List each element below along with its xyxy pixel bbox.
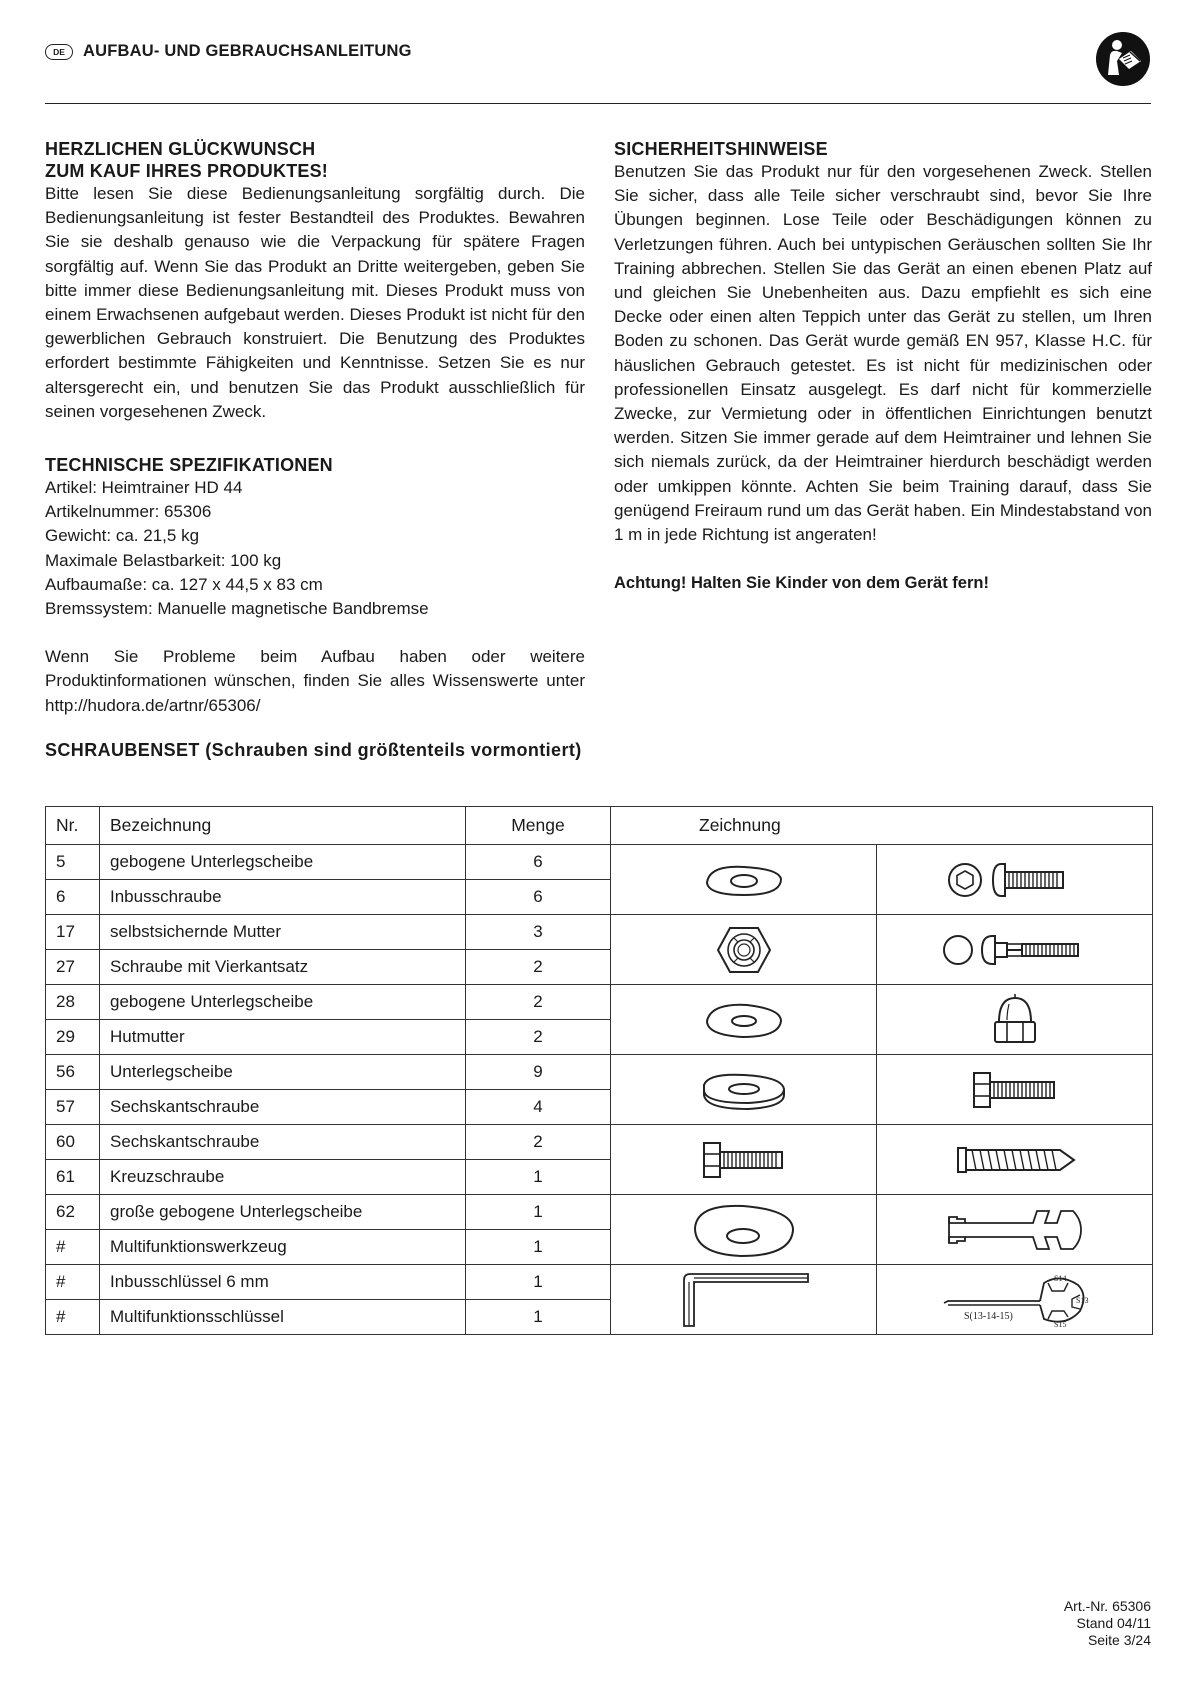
table-row bbox=[46, 1055, 1153, 1090]
spec-max-load: Maximale Belastbarkeit: 100 kg bbox=[45, 550, 282, 570]
left-column bbox=[45, 138, 585, 718]
drawing-carriage-bolt bbox=[877, 915, 1153, 985]
allen-screw-icon bbox=[945, 855, 1085, 905]
spec-article-number: Artikelnummer: 65306 bbox=[45, 502, 212, 522]
row-nr: 29 bbox=[46, 1020, 100, 1055]
drawing-curved-washer bbox=[611, 845, 877, 915]
lock-nut-icon bbox=[714, 922, 774, 978]
row-name: Inbusschraube bbox=[100, 880, 466, 915]
page-header bbox=[45, 38, 1151, 104]
row-name: große gebogene Unterlegscheibe bbox=[100, 1195, 466, 1230]
multi-key-s15: S15 bbox=[1053, 1319, 1066, 1329]
congrats-heading bbox=[45, 138, 585, 182]
row-name: Unterlegscheibe bbox=[100, 1055, 466, 1090]
congrats-heading-line2: ZUM KAUF IHRES PRODUKTES! bbox=[45, 161, 328, 181]
safety-heading: SICHERHEITSHINWEISE bbox=[614, 139, 828, 159]
spec-article: Artikel: Heimtrainer HD 44 bbox=[45, 478, 243, 498]
specs-list bbox=[45, 476, 585, 621]
allen-key-icon bbox=[674, 1270, 814, 1330]
cap-nut-icon bbox=[985, 990, 1045, 1050]
row-nr: 27 bbox=[46, 950, 100, 985]
flat-washer-icon bbox=[694, 1065, 794, 1115]
multi-key-s13: S13 bbox=[1075, 1295, 1088, 1305]
curved-washer-icon bbox=[699, 995, 789, 1045]
row-name: Sechskantschraube bbox=[100, 1090, 466, 1125]
row-name: Multifunktionsschlüssel bbox=[100, 1300, 466, 1335]
screw-set-heading: SCHRAUBENSET (Schrauben sind größtenteils vormontiert) bbox=[45, 740, 582, 760]
row-qty: 1 bbox=[466, 1265, 611, 1300]
row-qty: 3 bbox=[466, 915, 611, 950]
drawing-hex-bolt-60 bbox=[611, 1125, 877, 1195]
row-qty: 6 bbox=[466, 880, 611, 915]
row-qty: 2 bbox=[466, 1020, 611, 1055]
drawing-multi-key bbox=[877, 1265, 1153, 1335]
phillips-screw-icon bbox=[950, 1140, 1080, 1180]
multi-tool-icon bbox=[945, 1205, 1085, 1255]
footer-page-number: Seite 3/24 bbox=[1087, 1632, 1151, 1648]
safety-text: Benutzen Sie das Produkt nur für den vorgesehenen Zweck. Stellen Sie sicher, dass alle Teile sicher verschraubt sind, bevor Sie Ihre Übungen beginnen. Lose Teile oder Beschädigungen können zu Verletzungen führen. Auch bei untypischen Geräuschen sollten Sie Ihr Training abbrechen. Stellen Sie das Gerät an einen ebenen Platz auf und gleichen Sie Unebenheiten aus. Dazu empfiehlt es sich eine Decke oder einen alten Teppich unter das Gerät zu stellen, um Ihren Boden zu schonen. Das Gerät wurde gemäß EN 957, Klasse H.C. für häuslichen Gebrauch getestet. Es ist nicht für medizinischen oder professionellen Einsatz ausgelegt. Es darf nicht für kommerzielle Zwecke, zur Vermietung oder in öffentlichen Einrichtungen benutzt werden. Sitzen Sie immer gerade auf dem Heimtrainer und lehnen Sie sich niemals zurück, da der Heimtrainer hierdurch beschädigt werden oder umkippen könnte. Achten Sie beim Training darauf, dass Sie genügend Freiraum rund um das Gerät haben. Ein Mindestabstand von 1 m in jede Richtung ist angeraten! bbox=[614, 162, 1152, 545]
language-badge: DE bbox=[45, 44, 73, 60]
row-nr: # bbox=[46, 1300, 100, 1335]
row-name: gebogene Unterlegscheibe bbox=[100, 985, 466, 1020]
header-name: Bezeichnung bbox=[100, 807, 466, 845]
drawing-allen-key bbox=[611, 1265, 877, 1335]
table-row bbox=[46, 1125, 1153, 1160]
row-qty: 1 bbox=[466, 1300, 611, 1335]
curved-washer-icon bbox=[699, 855, 789, 905]
large-curved-washer-icon bbox=[689, 1198, 799, 1262]
drawing-flat-washer bbox=[611, 1055, 877, 1125]
row-nr: 6 bbox=[46, 880, 100, 915]
screw-set-table bbox=[45, 806, 1153, 1335]
multi-key-icon bbox=[940, 1269, 1090, 1331]
hex-bolt-icon bbox=[694, 1135, 794, 1185]
spec-weight: Gewicht: ca. 21,5 kg bbox=[45, 526, 200, 546]
row-nr: 5 bbox=[46, 845, 100, 880]
row-name: selbstsichernde Mutter bbox=[100, 915, 466, 950]
drawing-curved-washer-28 bbox=[611, 985, 877, 1055]
spec-dimensions: Aufbaumaße: ca. 127 x 44,5 x 83 cm bbox=[45, 574, 323, 594]
row-name: Kreuzschraube bbox=[100, 1160, 466, 1195]
row-name: Multifunktionswerkzeug bbox=[100, 1230, 466, 1265]
congrats-heading-line1: HERZLICHEN GLÜCKWUNSCH bbox=[45, 139, 316, 159]
row-qty: 1 bbox=[466, 1230, 611, 1265]
specs-heading: TECHNISCHE SPEZIFIKATIONEN bbox=[45, 455, 333, 476]
row-qty: 2 bbox=[466, 950, 611, 985]
row-qty: 2 bbox=[466, 985, 611, 1020]
row-nr: 56 bbox=[46, 1055, 100, 1090]
document-title: AUFBAU- UND GEBRAUCHSANLEITUNG bbox=[83, 42, 412, 60]
header-nr: Nr. bbox=[46, 807, 100, 845]
congrats-text: Bitte lesen Sie diese Bedienungsanleitung sorgfältig durch. Die Bedienungsanleitung ist fester Bestandteil des Produktes. Bewahren Sie sie deshalb genauso wie die Verpackung für spätere Fragen sorgfältig auf. Wenn Sie das Produkt an Dritte weitergeben, geben Sie bitte immer diese Bedienungsanleitung mit. Dieses Produkt muss von einem Erwachsenen aufgebaut werden. Dieses Produkt ist nicht für den gewerblichen Gebrauch konstruiert. Die Benutzung des Produktes erfordert bestimmte Fähigkeiten und Kenntnisse. Setzen Sie es nur altersgerecht ein, und benutzen Sie das Produkt ausschließlich für seinen vorgesehenen Zweck. bbox=[45, 184, 585, 421]
row-name: gebogene Unterlegscheibe bbox=[100, 845, 466, 880]
table-row bbox=[46, 985, 1153, 1020]
product-info-text: Wenn Sie Probleme beim Aufbau haben oder weitere Produktinformationen wünschen, finden Sie alles Wissenswerte unter http://hudora.de/artnr/65306/ bbox=[45, 647, 585, 715]
drawing-large-curved-washer bbox=[611, 1195, 877, 1265]
row-nr: 61 bbox=[46, 1160, 100, 1195]
row-nr: # bbox=[46, 1265, 100, 1300]
table-row bbox=[46, 845, 1153, 880]
carriage-bolt-icon bbox=[940, 930, 1090, 970]
drawing-allen-screw bbox=[877, 845, 1153, 915]
multi-key-label: S(13-14-15) bbox=[963, 1310, 1013, 1322]
footer-article-number: Art.-Nr. 65306 bbox=[1063, 1598, 1151, 1614]
row-nr: 17 bbox=[46, 915, 100, 950]
row-nr: 28 bbox=[46, 985, 100, 1020]
right-column bbox=[614, 138, 1152, 595]
multi-key-s14: S14 bbox=[1053, 1273, 1066, 1283]
footer-stand: Stand 04/11 bbox=[1076, 1615, 1151, 1631]
row-nr: 57 bbox=[46, 1090, 100, 1125]
table-row bbox=[46, 1265, 1153, 1300]
drawing-phillips-screw bbox=[877, 1125, 1153, 1195]
row-nr: 62 bbox=[46, 1195, 100, 1230]
read-manual-icon bbox=[1095, 31, 1151, 87]
row-name: Schraube mit Vierkantsatz bbox=[100, 950, 466, 985]
row-name: Sechskantschraube bbox=[100, 1125, 466, 1160]
page-footer bbox=[1064, 1598, 1151, 1649]
row-nr: # bbox=[46, 1230, 100, 1265]
row-name: Inbusschlüssel 6 mm bbox=[100, 1265, 466, 1300]
drawing-lock-nut bbox=[611, 915, 877, 985]
drawing-cap-nut bbox=[877, 985, 1153, 1055]
hex-bolt-icon bbox=[970, 1065, 1060, 1115]
row-name: Hutmutter bbox=[100, 1020, 466, 1055]
row-qty: 1 bbox=[466, 1160, 611, 1195]
children-warning: Achtung! Halten Sie Kinder von dem Gerät fern! bbox=[614, 574, 989, 593]
table-header-row bbox=[46, 807, 1153, 845]
row-qty: 6 bbox=[466, 845, 611, 880]
spec-brake-system: Bremssystem: Manuelle magnetische Bandbremse bbox=[45, 599, 429, 619]
row-qty: 9 bbox=[466, 1055, 611, 1090]
drawing-hex-bolt bbox=[877, 1055, 1153, 1125]
row-qty: 4 bbox=[466, 1090, 611, 1125]
header-qty: Menge bbox=[466, 807, 611, 845]
row-nr: 60 bbox=[46, 1125, 100, 1160]
header-drawing: Zeichnung bbox=[611, 807, 1153, 845]
row-qty: 1 bbox=[466, 1195, 611, 1230]
drawing-multi-tool bbox=[877, 1195, 1153, 1265]
table-row bbox=[46, 1195, 1153, 1230]
table-row bbox=[46, 915, 1153, 950]
row-qty: 2 bbox=[466, 1125, 611, 1160]
